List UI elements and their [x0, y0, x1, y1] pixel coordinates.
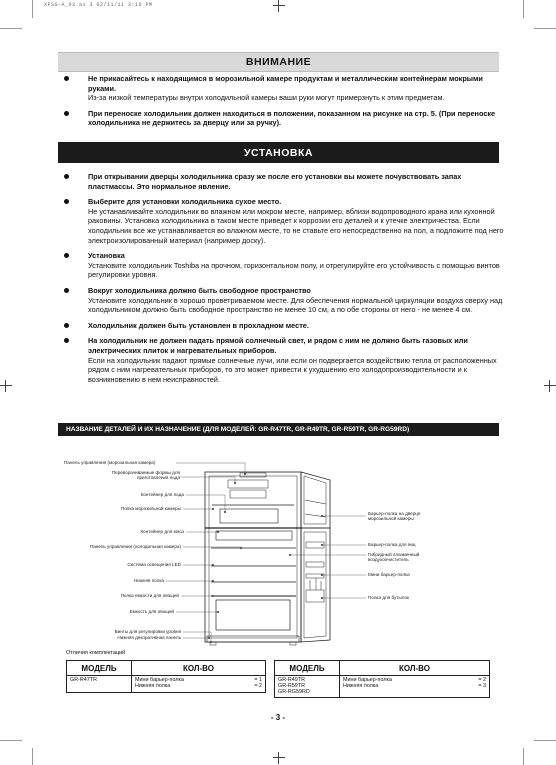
part-name: Мини барьер-полка: [343, 677, 392, 683]
model-cell: [67, 676, 132, 693]
item-heading: Не прикасайтесь к находящимся в морозильной камере продуктам и металлическим контейнерам мокрыми руками.: [88, 74, 483, 93]
bullet-icon: [64, 323, 69, 328]
print-header: XFSG-A_03.ai 3 02/11/11 3:16 PM: [44, 2, 153, 8]
item-heading: На холодильник не должен падать прямой солнечный свет, и рядом с ним не должно быть газовых или электрических плиток и нагревательных приборов.: [88, 336, 468, 355]
registration-mark-left: [0, 380, 12, 392]
label-bottom-shelf: Нижняя полка: [133, 578, 164, 583]
parts-title: НАЗВАНИЕ ДЕТАЛЕЙ И ИХ НАЗНАЧЕНИЕ (ДЛЯ МОДЕЛЕЙ: GR-R47TR, GR-R49TR, GR-R59TR, GR-RG59RD): [58, 423, 499, 436]
crop-mark: [523, 748, 524, 765]
crop-mark: [523, 0, 524, 18]
part-qty: = 2: [478, 677, 486, 683]
item-heading: Вокруг холодильника должно быть свободное пространство: [88, 285, 311, 295]
column-header-model: МОДЕЛЬ: [67, 661, 132, 676]
item-heading: Выберите для установки холодильника сухое место.: [88, 197, 282, 207]
table-header-row: [67, 661, 266, 676]
item-text: Установите холодильник в хорошо проветриваемом месте. Для обеспечения нормальной циркуляции воздуха сверху над холодильником должно быть свободное пространство не менее 10 см, а по обе стороны от него - не менее 4 см.: [88, 295, 503, 315]
model-cell: [275, 676, 340, 698]
model-name: GR-R47TR: [70, 677, 97, 683]
bullet-icon: [64, 174, 69, 179]
label-leveling-screws: Винты для регулировки уровня: [114, 629, 181, 634]
installation-title: УСТАНОВКА: [58, 142, 499, 163]
table-row: [275, 676, 490, 698]
label-vegetable-container: Емкость для овощей: [129, 609, 174, 614]
configuration-caption: Отличия комплектаций: [66, 650, 126, 656]
warning-section: [64, 74, 504, 134]
label-bottle-shelf: Полка для бутылок: [368, 595, 410, 600]
crop-mark: [534, 740, 556, 741]
item-heading: При переноске холодильник должен находиться в положении, показанном на рисунке на стр. 5. (При переноске холодильника не держитесь за дверцу или за ручку).: [88, 108, 496, 128]
column-header-model: МОДЕЛЬ: [275, 661, 340, 676]
crop-mark: [32, 748, 33, 765]
crop-mark: [534, 28, 556, 29]
crop-mark: [32, 0, 33, 18]
column-header-qty: КОЛ-ВО: [340, 661, 490, 676]
model-name: GR-R49TR: [278, 677, 305, 683]
list-item: [64, 336, 504, 384]
item-text: Не устанавливайте холодильник во влажном или мокром месте, например, вблизи водопроводного крана или кухонной раковины. Установка холодильника в таком месте приведет к коррозии его деталей и к утечке электричества. Если холодильник все же устанавливается во влажном месте, то не ставьте его непосредственно на пол, а подложите под него электроизолированный материал (например доску).: [88, 206, 504, 245]
bullet-icon: [64, 338, 69, 343]
part-name: Нижняя полка: [135, 683, 171, 690]
label-meat-container: Контейнер для мяса: [140, 529, 184, 534]
registration-mark-right: [544, 380, 556, 392]
qty-cell: [340, 676, 490, 698]
warning-title: ВНИМАНИЕ: [58, 52, 499, 72]
item-heading: Установка: [88, 251, 125, 261]
label-egg-shelf: Барьер-полка для яиц: [368, 542, 416, 547]
table-row: [67, 676, 266, 693]
page-number: - 3 -: [270, 713, 286, 722]
list-item: [64, 109, 504, 128]
registration-mark-bottom: [273, 752, 285, 764]
list-item: [64, 197, 504, 245]
qty-row: [135, 683, 262, 689]
list-item: [64, 74, 504, 103]
crop-mark: [0, 740, 22, 741]
item-text: Если на холодильник падают прямые солнечные лучи, или если он подвергается воздействию тепла от расположенных рядом с ним нагревательных приборов, то это может привести к ухудшению его холодопроизводительности и к возникновению в нем неисправностей.: [88, 355, 497, 384]
part-qty: = 2: [254, 683, 262, 690]
label-bottom-panel: Нижняя декоративная панель: [117, 635, 181, 640]
model-table-1: [66, 660, 266, 693]
label-freezer-shelf: Полка морозильной камеры: [120, 506, 181, 511]
model-table-2: [274, 660, 490, 698]
label-mini-shelf: Мини барьер-полка: [368, 572, 410, 577]
label-freezer-door-shelf: Барьер-полка на дверце морозильной камеры: [368, 511, 421, 522]
list-item: [64, 321, 504, 331]
item-heading: При открывании дверцы холодильника сразу же после его установки вы можете почувствовать запах пластмассы. Это нормальное явление.: [88, 172, 462, 191]
table-header-row: [275, 661, 490, 676]
list-item: [64, 172, 504, 191]
model-name: GR-RG59RD: [278, 689, 310, 696]
list-item: [64, 286, 504, 315]
bullet-icon: [64, 111, 69, 116]
item-text: Установите холодильник Toshiba на прочном, горизонтальном полу, и отрегулируйте его устойчивость с помощью винтов регулировки уровня.: [88, 260, 500, 280]
qty-row: [343, 683, 486, 689]
installation-section: [64, 172, 504, 390]
part-qty: = 1: [254, 677, 262, 683]
label-vegetable-shelf: Полка емкости для овощей: [120, 593, 179, 598]
part-qty: = 3: [478, 683, 486, 690]
model-name: GR-R59TR: [278, 683, 305, 690]
item-heading: Холодильник должен быть установлен в прохладном месте.: [88, 320, 309, 330]
bullet-icon: [64, 76, 69, 81]
label-ice-trays: Переворачиваемые формы для приготовления льда: [111, 470, 180, 481]
registration-mark-top: [273, 0, 285, 12]
label-led-lighting: Система освещения LED: [127, 562, 181, 567]
bullet-icon: [64, 253, 69, 258]
item-text: Из-за низкой температуры внутри холодильной камеры ваши руки могут примерзнуть к этим предметам.: [88, 93, 445, 103]
list-item: [64, 251, 504, 280]
part-name: Нижняя полка: [343, 683, 379, 690]
label-ice-container: Контейнер для льда: [140, 492, 184, 497]
part-name: Мини барьер-полка: [135, 677, 184, 683]
bullet-icon: [64, 199, 69, 204]
column-header-qty: КОЛ-ВО: [132, 661, 266, 676]
qty-cell: [132, 676, 266, 693]
label-control-panel-freezer: Панель управления (морозильная камера): [64, 460, 156, 465]
crop-mark: [0, 28, 22, 29]
label-control-panel-fridge: Панель управления (холодильная камера): [89, 544, 181, 549]
bullet-icon: [64, 288, 69, 293]
label-air-purifier: Гибридный плазменный воздухоочиститель: [368, 552, 420, 563]
